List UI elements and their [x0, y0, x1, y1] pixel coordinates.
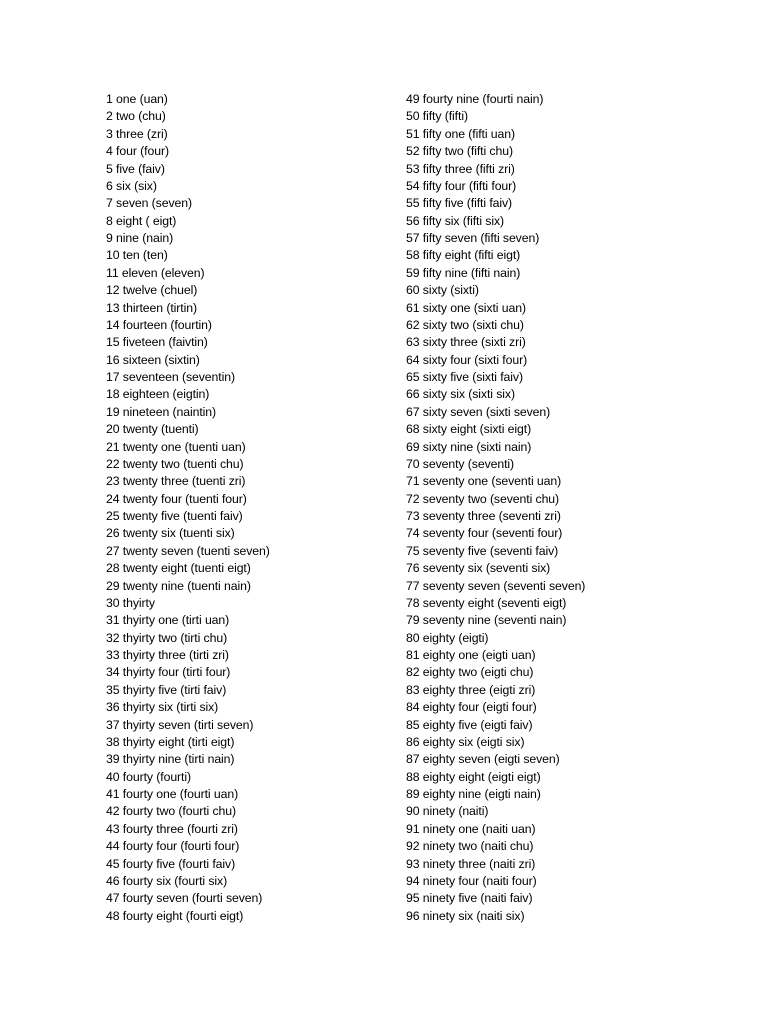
- number-entry: 94 ninety four (naiti four): [406, 873, 537, 888]
- number-entry: 3 three (zri): [106, 126, 168, 141]
- number-entry: 62 sixty two (sixti chu): [406, 317, 524, 332]
- number-entry: 29 twenty nine (tuenti nain): [106, 578, 251, 593]
- number-entry: 61 sixty one (sixti uan): [406, 300, 526, 315]
- number-entry: 8 eight ( eigt): [106, 213, 177, 228]
- number-entry: 72 seventy two (seventi chu): [406, 491, 560, 506]
- number-entry: 67 sixty seven (sixti seven): [406, 404, 551, 419]
- number-entry: 27 twenty seven (tuenti seven): [106, 543, 270, 558]
- number-entry: 92 ninety two (naiti chu): [406, 839, 534, 854]
- number-entry: 90 ninety (naiti): [406, 804, 489, 819]
- number-entry: 2 two (chu): [106, 109, 166, 124]
- number-entry: 6 six (six): [106, 178, 157, 193]
- number-entry: 37 thyirty seven (tirti seven): [106, 717, 254, 732]
- number-entry: 80 eighty (eigti): [406, 630, 489, 645]
- number-entry: 25 twenty five (tuenti faiv): [106, 509, 243, 523]
- number-entry: 18 eighteen (eigtin): [106, 387, 210, 402]
- number-entry: 15 fiveteen (faivtin): [106, 335, 208, 350]
- number-entry: 12 twelve (chuel): [106, 283, 198, 298]
- number-entry: 86 eighty six (eigti six): [406, 734, 525, 749]
- number-entry: 56 fifty six (fifti six): [406, 213, 505, 228]
- number-entry: 55 fifty five (fifti faiv): [406, 196, 513, 211]
- number-entry: 77 seventy seven (seventi seven): [406, 578, 586, 593]
- number-entry: 89 eighty nine (eigti nain): [406, 787, 541, 801]
- number-entry: 66 sixty six (sixti six): [406, 387, 515, 402]
- number-entry: 44 fourty four (fourti four): [106, 839, 240, 854]
- number-entry: 49 fourty nine (fourti nain): [406, 92, 544, 106]
- number-entry: 14 fourteen (fourtin): [106, 317, 212, 332]
- number-entry: 78 seventy eight (seventi eigt): [406, 595, 567, 610]
- number-entry: 47 fourty seven (fourti seven): [106, 891, 263, 906]
- number-entry: 57 fifty seven (fifti seven): [406, 231, 540, 245]
- number-entry: 5 five (faiv): [106, 161, 165, 176]
- number-entry: 43 fourty three (fourti zri): [106, 821, 238, 836]
- number-entry: 26 twenty six (tuenti six): [106, 526, 235, 541]
- number-entry: 39 thyirty nine (tirti nain): [106, 752, 235, 767]
- number-entry: 59 fifty nine (fifti nain): [406, 265, 521, 280]
- number-entry: 68 sixty eight (sixti eigt): [406, 422, 532, 437]
- number-entry: 73 seventy three (seventi zri): [406, 509, 561, 523]
- number-entry: 42 fourty two (fourti chu): [106, 804, 236, 819]
- number-entry: 11 eleven (eleven): [106, 265, 205, 280]
- number-entry: 32 thyirty two (tirti chu): [106, 630, 228, 645]
- number-entry: 96 ninety six (naiti six): [406, 908, 525, 923]
- number-entry: 69 sixty nine (sixti nain): [406, 439, 532, 454]
- number-entry: 88 eighty eight (eigti eigt): [406, 769, 541, 784]
- number-entry: 79 seventy nine (seventi nain): [406, 613, 567, 628]
- number-entry: 33 thyirty three (tirti zri): [106, 648, 229, 662]
- number-entry: 31 thyirty one (tirti uan): [106, 613, 230, 628]
- number-entry: 20 twenty (tuenti): [106, 422, 199, 437]
- number-entry: 64 sixty four (sixti four): [406, 352, 528, 367]
- number-entry: 58 fifty eight (fifti eigt): [406, 248, 521, 263]
- number-entry: 7 seven (seven): [106, 196, 192, 211]
- number-entry: 10 ten (ten): [106, 248, 168, 263]
- number-entry: 9 nine (nain): [106, 231, 174, 245]
- number-entry: 70 seventy (seventi): [406, 456, 515, 471]
- number-entry: 48 fourty eight (fourti eigt): [106, 908, 244, 923]
- number-entry: 95 ninety five (naiti faiv): [406, 891, 533, 906]
- number-entry: 4 four (four): [106, 144, 169, 159]
- number-entry: 93 ninety three (naiti zri): [406, 856, 536, 871]
- number-list-left-column: [106, 91, 396, 925]
- number-entry: 35 thyirty five (tirti faiv): [106, 682, 227, 697]
- number-entry: 34 thyirty four (tirti four): [106, 665, 231, 680]
- number-entry: 87 eighty seven (eigti seven): [406, 752, 560, 767]
- number-entry: 41 fourty one (fourti uan): [106, 787, 239, 801]
- number-entry: 65 sixty five (sixti faiv): [406, 370, 523, 384]
- number-entry: 54 fifty four (fifti four): [406, 178, 517, 193]
- number-entry: 45 fourty five (fourti faiv): [106, 856, 236, 871]
- number-entry: 23 twenty three (tuenti zri): [106, 474, 246, 489]
- number-entry: 63 sixty three (sixti zri): [406, 335, 526, 350]
- number-entry: 71 seventy one (seventi uan): [406, 474, 562, 489]
- number-entry: 81 eighty one (eigti uan): [406, 648, 536, 662]
- number-entry: 40 fourty (fourti): [106, 769, 191, 784]
- number-entry: 60 sixty (sixti): [406, 283, 479, 298]
- number-entry: 36 thyirty six (tirti six): [106, 700, 219, 715]
- number-entry: 16 sixteen (sixtin): [106, 352, 200, 367]
- number-entry: 24 twenty four (tuenti four): [106, 491, 247, 506]
- number-entry: 21 twenty one (tuenti uan): [106, 439, 246, 454]
- number-entry: 38 thyirty eight (tirti eigt): [106, 734, 235, 749]
- number-entry: 30 thyirty: [106, 595, 155, 610]
- number-entry: 82 eighty two (eigti chu): [406, 665, 534, 680]
- number-entry: 84 eighty four (eigti four): [406, 700, 537, 715]
- number-entry: 22 twenty two (tuenti chu): [106, 456, 244, 471]
- number-entry: 75 seventy five (seventi faiv): [406, 543, 559, 558]
- number-list-right-column: [406, 91, 736, 925]
- number-entry: 52 fifty two (fifti chu): [406, 144, 513, 159]
- number-entry: 17 seventeen (seventin): [106, 370, 235, 384]
- number-entry: 19 nineteen (naintin): [106, 404, 217, 419]
- number-entry: 51 fifty one (fifti uan): [406, 126, 516, 141]
- number-entry: 28 twenty eight (tuenti eigt): [106, 561, 251, 576]
- number-entry: 53 fifty three (fifti zri): [406, 161, 515, 176]
- number-entry: 76 seventy six (seventi six): [406, 561, 551, 576]
- number-entry: 83 eighty three (eigti zri): [406, 682, 536, 697]
- number-entry: 50 fifty (fifti): [406, 109, 468, 124]
- number-entry: 13 thirteen (tirtin): [106, 300, 197, 315]
- number-entry: 46 fourty six (fourti six): [106, 873, 228, 888]
- number-entry: 1 one (uan): [106, 92, 168, 106]
- number-entry: 85 eighty five (eigti faiv): [406, 717, 533, 732]
- number-entry: 74 seventy four (seventi four): [406, 526, 563, 541]
- number-entry: 91 ninety one (naiti uan): [406, 821, 536, 836]
